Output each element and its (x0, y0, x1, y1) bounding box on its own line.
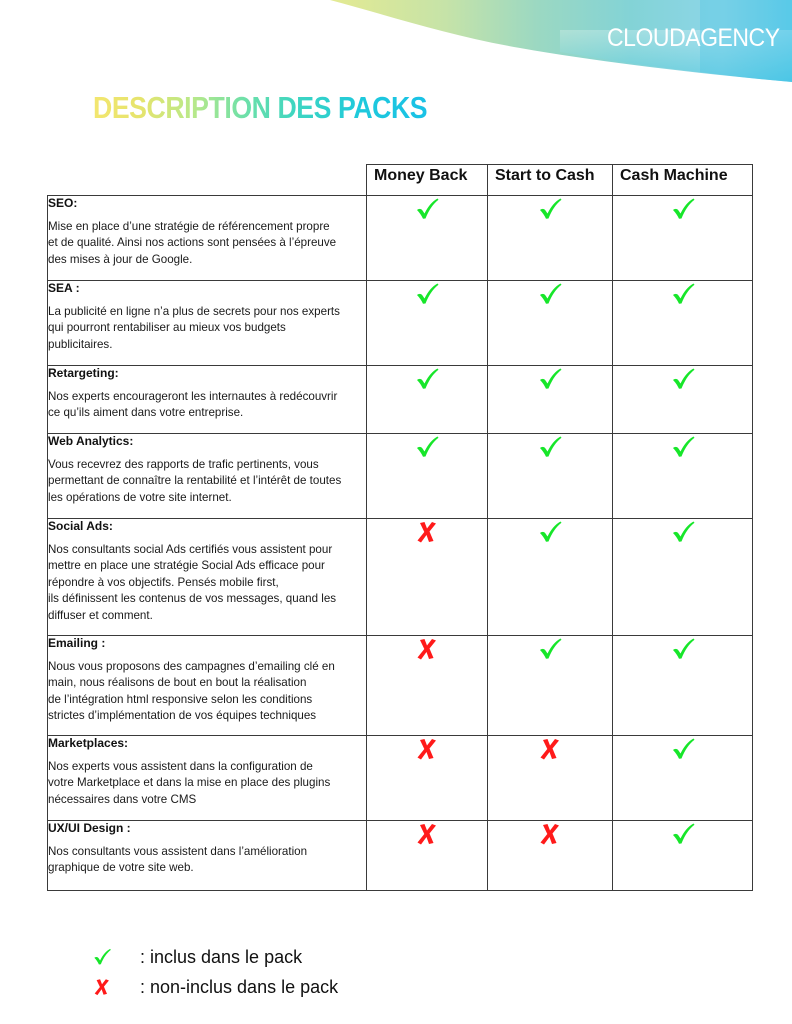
mark-cell-cash-machine (613, 519, 753, 636)
check-icon (537, 532, 563, 549)
service-text-line: nécessaires dans votre CMS (48, 792, 197, 806)
table-row (48, 434, 753, 519)
service-text (48, 219, 366, 268)
service-text-line: Vous recevrez des rapports de trafic pertinents, vous (48, 458, 319, 471)
mark-cell-cash-machine (613, 636, 753, 736)
service-text-line: strictes d’implémentation de vos équipes techniques (48, 709, 317, 723)
mark-cell-start-to-cash (488, 736, 613, 821)
service-description-cell (48, 196, 367, 281)
table-body (48, 196, 753, 891)
table-row (48, 636, 753, 736)
service-text (48, 542, 366, 624)
service-text-line: publicitaires. (48, 337, 113, 351)
service-text-line: Nos consultants vous assistent dans l’amélioration (48, 845, 308, 858)
mark-cell-money-back (367, 736, 488, 821)
service-text-line: diffuser et comment. (48, 608, 153, 622)
check-icon (414, 294, 440, 311)
mark-cell-start-to-cash (488, 636, 613, 736)
service-text-line: qui pourront rentabiliser au mieux vos budgets (48, 321, 286, 335)
service-text-line: votre Marketplace et dans la mise en place des plugins (48, 776, 331, 790)
pack-header-start-to-cash: Start to Cash (488, 165, 613, 196)
check-icon (537, 379, 563, 396)
service-name: UX/UI Design : (48, 821, 131, 835)
service-description-cell (48, 281, 367, 366)
check-icon (414, 379, 440, 396)
service-description-cell (48, 736, 367, 821)
mark-cell-start-to-cash (488, 434, 613, 519)
mark-cell-start-to-cash (488, 519, 613, 636)
mark-cell-cash-machine (613, 196, 753, 281)
mark-cell-money-back (367, 434, 488, 519)
table-row (48, 281, 753, 366)
service-text-line: permettant de connaître la rentabilité et l’intérêt de toutes (48, 474, 342, 488)
mark-cell-money-back (367, 281, 488, 366)
service-text-line: Nos experts encourageront les internautes à redécouvrir (48, 390, 338, 403)
check-icon (92, 947, 140, 967)
check-icon (537, 447, 563, 464)
check-icon (414, 447, 440, 464)
check-icon (670, 749, 696, 766)
service-name: SEA : (48, 281, 80, 295)
pack-header-cash-machine: Cash Machine (613, 165, 753, 196)
service-text-line: ce qu’ils aiment dans votre entreprise. (48, 406, 244, 420)
mark-cell-start-to-cash (488, 281, 613, 366)
table-row (48, 196, 753, 281)
header-empty-cell (48, 165, 367, 196)
mark-cell-money-back (367, 366, 488, 434)
table-row (48, 366, 753, 434)
mark-cell-cash-machine (613, 821, 753, 891)
check-icon (670, 209, 696, 226)
mark-cell-money-back (367, 519, 488, 636)
service-text-line: des mises à jour de Google. (48, 252, 193, 266)
service-text-line: ils définissent les contenus de vos messages, quand les (48, 592, 337, 606)
service-name: Marketplaces: (48, 736, 129, 750)
check-icon (670, 649, 696, 666)
check-icon (670, 447, 696, 464)
mark-cell-cash-machine (613, 366, 753, 434)
cross-icon (537, 749, 563, 766)
legend-label-excluded: : non-inclus dans le pack (140, 976, 339, 997)
service-name: Social Ads: (48, 519, 113, 533)
service-text-line: les opérations de votre site internet. (48, 490, 232, 504)
service-text (48, 844, 366, 877)
service-text (48, 759, 366, 808)
service-text-line: répondre à vos objectifs. Pensés mobile first, (48, 575, 279, 589)
cross-icon (414, 532, 440, 549)
packs-comparison-table (47, 164, 753, 891)
check-icon (414, 209, 440, 226)
service-description-cell (48, 821, 367, 891)
cross-icon (414, 649, 440, 666)
service-text (48, 389, 366, 422)
service-description-cell (48, 366, 367, 434)
service-text-line: Nous vous proposons des campagnes d’emailing clé en (48, 660, 335, 673)
table-row (48, 519, 753, 636)
service-text-line: Nos consultants social Ads certifiés vous assistent pour (48, 543, 333, 556)
service-text (48, 457, 366, 506)
brand-logo: CLOUDAGENCY (607, 24, 780, 52)
service-text-line: mettre en place une stratégie Social Ads efficace pour (48, 559, 325, 573)
service-name: Web Analytics: (48, 434, 134, 448)
mark-cell-money-back (367, 821, 488, 891)
legend-item-included (92, 942, 338, 972)
pack-header-money-back: Money Back (367, 165, 488, 196)
service-text-line: de l’intégration html responsive selon les conditions (48, 692, 313, 706)
service-name: Retargeting: (48, 366, 119, 380)
service-text-line: graphique de votre site web. (48, 861, 194, 875)
table-header-row (48, 165, 753, 196)
check-icon (670, 834, 696, 851)
service-text-line: et de qualité. Ainsi nos actions sont pensées à l’épreuve (48, 236, 337, 250)
legend-label-included: : inclus dans le pack (140, 946, 303, 967)
service-name: Emailing : (48, 636, 106, 650)
service-text (48, 304, 366, 353)
service-text-line: Mise en place d’une stratégie de référencement propre (48, 220, 330, 233)
legend (92, 942, 338, 1002)
mark-cell-start-to-cash (488, 196, 613, 281)
legend-item-excluded (92, 972, 338, 1002)
mark-cell-cash-machine (613, 736, 753, 821)
check-icon (537, 649, 563, 666)
mark-cell-money-back (367, 636, 488, 736)
check-icon (670, 379, 696, 396)
check-icon (670, 532, 696, 549)
check-icon (537, 294, 563, 311)
service-name: SEO: (48, 196, 78, 210)
mark-cell-cash-machine (613, 434, 753, 519)
mark-cell-start-to-cash (488, 821, 613, 891)
cross-icon (414, 834, 440, 851)
service-text-line: Nos experts vous assistent dans la configuration de (48, 760, 313, 773)
table-row (48, 736, 753, 821)
service-description-cell (48, 519, 367, 636)
cross-icon (414, 749, 440, 766)
page-title: DESCRIPTION DES PACKS (93, 90, 428, 125)
service-text-line: La publicité en ligne n’a plus de secrets pour nos experts (48, 305, 340, 318)
check-icon (670, 294, 696, 311)
check-icon (537, 209, 563, 226)
service-description-cell (48, 636, 367, 736)
mark-cell-start-to-cash (488, 366, 613, 434)
service-description-cell (48, 434, 367, 519)
table-row (48, 821, 753, 891)
service-text (48, 659, 366, 725)
cross-icon (537, 834, 563, 851)
cross-icon (92, 977, 140, 997)
mark-cell-money-back (367, 196, 488, 281)
service-text-line: main, nous réalisons de bout en bout la réalisation (48, 676, 307, 690)
mark-cell-cash-machine (613, 281, 753, 366)
